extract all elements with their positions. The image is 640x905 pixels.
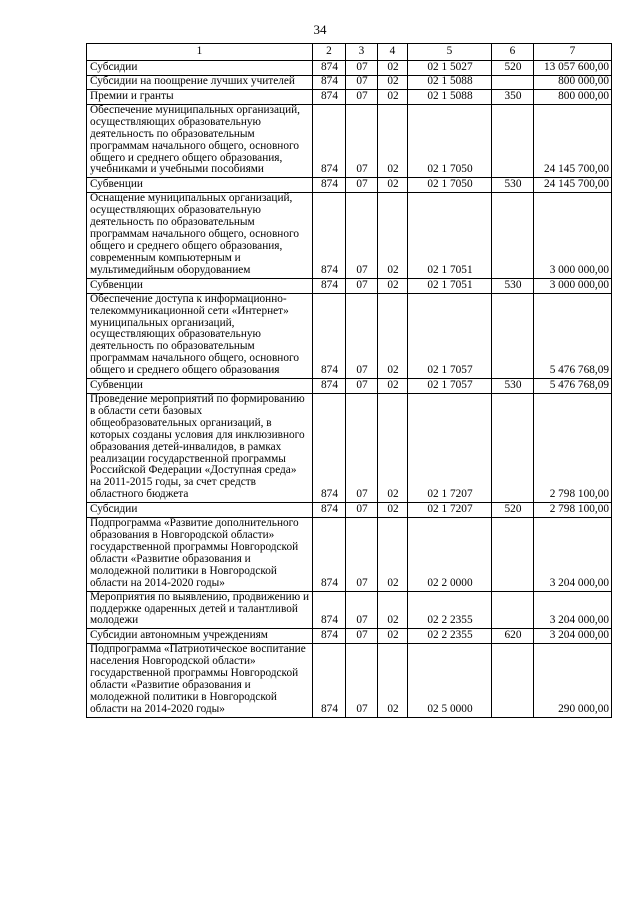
row-amount: 24 145 700,00 [534, 178, 612, 193]
row-ministry-code: 874 [313, 61, 346, 76]
header-col-2: 2 [313, 44, 346, 61]
row-name: Обеспечение доступа к информационно-телекоммуникационной сети «Интернет» муниципальных организаций, осуществляющих образовательную деятельность по образовательным программам начального общего, основного общего и среднего общего образования [87, 293, 313, 378]
row-subsection-code: 02 [378, 591, 408, 629]
table-row [87, 278, 612, 293]
row-ministry-code: 874 [313, 394, 346, 503]
row-subsection-code: 02 [378, 89, 408, 104]
header-col-6: 6 [492, 44, 534, 61]
table-row [87, 61, 612, 76]
row-amount: 24 145 700,00 [534, 104, 612, 177]
row-name: Проведение мероприятий по формированию в области сети базовых общеобразовательных организаций, в которых созданы условия для инклюзивного образования детей-инвалидов, в рамках реализации государственной программы Российской Федерации «Доступная среда» на 2011-2015 годы, за счет средств областного бюджета [87, 394, 313, 503]
row-subsection-code: 02 [378, 518, 408, 591]
row-name: Подпрограмма «Патриотическое воспитание населения Новгородской области» государственной программы Новгородской области «Развитие образования и молодежной политики в Новгородской области на 2014-2020 годы» [87, 644, 313, 717]
table-row [87, 379, 612, 394]
row-amount: 3 000 000,00 [534, 193, 612, 278]
row-amount: 290 000,00 [534, 644, 612, 717]
row-amount: 5 476 768,09 [534, 379, 612, 394]
row-expense-type: 520 [492, 61, 534, 76]
table-row [87, 293, 612, 378]
row-subsection-code: 02 [378, 61, 408, 76]
row-expense-type: 520 [492, 503, 534, 518]
row-target-article: 02 1 5088 [408, 89, 492, 104]
row-section-code: 07 [346, 104, 378, 177]
row-section-code: 07 [346, 644, 378, 717]
row-target-article: 02 5 0000 [408, 644, 492, 717]
row-ministry-code: 874 [313, 379, 346, 394]
budget-table [86, 43, 612, 718]
header-col-4: 4 [378, 44, 408, 61]
row-target-article: 02 1 7057 [408, 379, 492, 394]
row-name: Мероприятия по выявлению, продвижению и поддержке одаренных детей и талантливой молодежи [87, 591, 313, 629]
row-name: Субвенции [87, 278, 313, 293]
table-row [87, 76, 612, 90]
row-expense-type: 620 [492, 629, 534, 644]
row-target-article: 02 2 2355 [408, 591, 492, 629]
row-section-code: 07 [346, 61, 378, 76]
header-col-1: 1 [87, 44, 313, 61]
row-ministry-code: 874 [313, 518, 346, 591]
row-section-code: 07 [346, 629, 378, 644]
row-expense-type [492, 293, 534, 378]
row-target-article: 02 1 7207 [408, 394, 492, 503]
row-ministry-code: 874 [313, 193, 346, 278]
table-row [87, 629, 612, 644]
row-ministry-code: 874 [313, 629, 346, 644]
row-amount: 5 476 768,09 [534, 293, 612, 378]
row-expense-type: 530 [492, 278, 534, 293]
row-name: Субсидии на поощрение лучших учителей [87, 76, 313, 90]
row-target-article: 02 1 7051 [408, 278, 492, 293]
row-name: Субвенции [87, 178, 313, 193]
row-expense-type [492, 394, 534, 503]
row-subsection-code: 02 [378, 644, 408, 717]
row-name: Субсидии [87, 503, 313, 518]
table-row [87, 518, 612, 591]
row-subsection-code: 02 [378, 379, 408, 394]
row-name: Обеспечение муниципальных организаций, осуществляющих образовательную деятельность по образовательным программам начального общего, основного общего и среднего общего образования, учебниками и учебными пособиями [87, 104, 313, 177]
row-target-article: 02 1 5027 [408, 61, 492, 76]
row-amount: 3 000 000,00 [534, 278, 612, 293]
row-expense-type: 530 [492, 178, 534, 193]
row-expense-type [492, 644, 534, 717]
page-number: 34 [313, 22, 327, 37]
table-row [87, 591, 612, 629]
header-col-3: 3 [346, 44, 378, 61]
row-subsection-code: 02 [378, 76, 408, 90]
row-ministry-code: 874 [313, 644, 346, 717]
row-amount: 2 798 100,00 [534, 394, 612, 503]
row-expense-type [492, 193, 534, 278]
row-subsection-code: 02 [378, 293, 408, 378]
row-amount: 800 000,00 [534, 89, 612, 104]
row-subsection-code: 02 [378, 278, 408, 293]
table-row [87, 178, 612, 193]
row-subsection-code: 02 [378, 503, 408, 518]
table-row [87, 394, 612, 503]
row-section-code: 07 [346, 518, 378, 591]
row-target-article: 02 2 2355 [408, 629, 492, 644]
row-subsection-code: 02 [378, 178, 408, 193]
table-row [87, 89, 612, 104]
row-expense-type [492, 76, 534, 90]
row-subsection-code: 02 [378, 193, 408, 278]
row-section-code: 07 [346, 178, 378, 193]
row-name: Подпрограмма «Развитие дополнительного образования в Новгородской области» государственной программы Новгородской области «Развитие образования и молодежной политики в Новгородской области на 2014-2020 годы» [87, 518, 313, 591]
row-amount: 3 204 000,00 [534, 518, 612, 591]
row-target-article: 02 1 7050 [408, 104, 492, 177]
row-section-code: 07 [346, 379, 378, 394]
row-name: Оснащение муниципальных организаций, осуществляющих образовательную деятельность по образовательным программам начального общего, основного общего и среднего общего образования, современным компьютерным и мультимедийным оборудованием [87, 193, 313, 278]
row-subsection-code: 02 [378, 629, 408, 644]
row-ministry-code: 874 [313, 76, 346, 90]
row-ministry-code: 874 [313, 278, 346, 293]
row-target-article: 02 1 5088 [408, 76, 492, 90]
row-ministry-code: 874 [313, 503, 346, 518]
row-amount: 2 798 100,00 [534, 503, 612, 518]
row-amount: 3 204 000,00 [534, 629, 612, 644]
row-name: Субсидии автономным учреждениям [87, 629, 313, 644]
table-row [87, 193, 612, 278]
table-row [87, 644, 612, 717]
row-ministry-code: 874 [313, 89, 346, 104]
row-section-code: 07 [346, 89, 378, 104]
header-col-7: 7 [534, 44, 612, 61]
row-ministry-code: 874 [313, 178, 346, 193]
row-expense-type: 350 [492, 89, 534, 104]
row-expense-type [492, 518, 534, 591]
row-section-code: 07 [346, 394, 378, 503]
row-expense-type: 530 [492, 379, 534, 394]
row-amount: 800 000,00 [534, 76, 612, 90]
row-expense-type [492, 591, 534, 629]
row-name: Субсидии [87, 61, 313, 76]
row-name: Субвенции [87, 379, 313, 394]
header-col-5: 5 [408, 44, 492, 61]
row-section-code: 07 [346, 591, 378, 629]
table-row [87, 104, 612, 177]
row-amount: 13 057 600,00 [534, 61, 612, 76]
row-expense-type [492, 104, 534, 177]
row-subsection-code: 02 [378, 104, 408, 177]
row-section-code: 07 [346, 293, 378, 378]
row-target-article: 02 1 7051 [408, 193, 492, 278]
row-name: Премии и гранты [87, 89, 313, 104]
row-target-article: 02 1 7207 [408, 503, 492, 518]
row-section-code: 07 [346, 76, 378, 90]
row-subsection-code: 02 [378, 394, 408, 503]
table-row [87, 503, 612, 518]
row-section-code: 07 [346, 193, 378, 278]
header-row [87, 44, 612, 61]
row-amount: 3 204 000,00 [534, 591, 612, 629]
row-ministry-code: 874 [313, 293, 346, 378]
row-target-article: 02 2 0000 [408, 518, 492, 591]
row-target-article: 02 1 7050 [408, 178, 492, 193]
row-target-article: 02 1 7057 [408, 293, 492, 378]
row-ministry-code: 874 [313, 591, 346, 629]
row-section-code: 07 [346, 278, 378, 293]
row-ministry-code: 874 [313, 104, 346, 177]
row-section-code: 07 [346, 503, 378, 518]
